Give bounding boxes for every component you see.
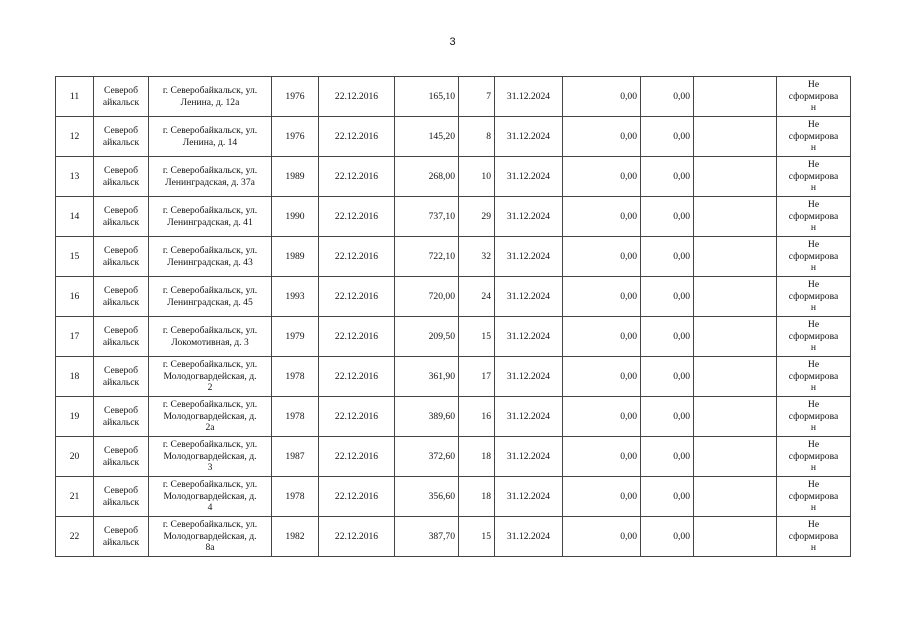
area-cell: 268,00 [395, 157, 459, 197]
city-cell [94, 277, 149, 317]
date-cell: 22.12.2016 [319, 117, 395, 157]
year-cell: 1993 [272, 277, 319, 317]
empty-cell [694, 77, 777, 117]
address-line-3: 2а [205, 422, 215, 434]
table-row [56, 357, 851, 397]
status-line-3: н [810, 502, 817, 514]
status-line-2: сформирова [788, 450, 839, 462]
status-line-1: Не [807, 239, 820, 251]
address-cell [149, 397, 272, 437]
table-row [56, 477, 851, 517]
address-line-2: Молодогвардейская, д. [163, 530, 257, 542]
city-cell [94, 77, 149, 117]
status-cell [777, 317, 851, 357]
city-line-2: айкальск [102, 456, 140, 468]
city-line-1: Североб [104, 484, 138, 496]
address-line-2: Ленина, д. 14 [182, 136, 238, 148]
row-number-cell: 18 [56, 357, 94, 397]
city-line-1: Североб [104, 404, 138, 416]
address-line-3: 8а [205, 542, 215, 554]
count-cell: 8 [459, 117, 495, 157]
city-line-1: Североб [104, 84, 138, 96]
address-line-1: г. Северобайкальск, ул. [162, 204, 258, 216]
address-line-1: г. Северобайкальск, ул. [162, 519, 258, 531]
empty-cell [694, 277, 777, 317]
empty-cell [694, 357, 777, 397]
deadline-cell: 31.12.2024 [495, 317, 563, 357]
date-cell: 22.12.2016 [319, 157, 395, 197]
status-cell [777, 397, 851, 437]
empty-cell [694, 397, 777, 437]
amount-2-cell: 0,00 [641, 117, 694, 157]
date-cell: 22.12.2016 [319, 397, 395, 437]
amount-1-cell: 0,00 [563, 437, 641, 477]
area-cell: 372,60 [395, 437, 459, 477]
city-cell [94, 157, 149, 197]
address-line-1: г. Северобайкальск, ул. [162, 244, 258, 256]
deadline-cell: 31.12.2024 [495, 397, 563, 437]
housing-table [55, 76, 851, 557]
address-line-2: Ленинградская, д. 37а [165, 176, 255, 188]
status-line-2: сформирова [788, 490, 839, 502]
date-cell: 22.12.2016 [319, 197, 395, 237]
deadline-cell: 31.12.2024 [495, 517, 563, 557]
address-cell [149, 437, 272, 477]
city-line-1: Североб [104, 364, 138, 376]
count-cell: 16 [459, 397, 495, 437]
city-line-2: айкальск [102, 296, 140, 308]
count-cell: 7 [459, 77, 495, 117]
address-cell [149, 317, 272, 357]
amount-2-cell: 0,00 [641, 437, 694, 477]
table-row [56, 317, 851, 357]
page-number: 3 [449, 36, 456, 48]
address-line-2: Молодогвардейская, д. [163, 450, 257, 462]
amount-2-cell: 0,00 [641, 277, 694, 317]
area-cell: 389,60 [395, 397, 459, 437]
empty-cell [694, 437, 777, 477]
table-row [56, 237, 851, 277]
status-cell [777, 77, 851, 117]
address-line-2: Ленинградская, д. 43 [167, 256, 253, 268]
address-line-2: Ленинградская, д. 45 [167, 296, 253, 308]
city-cell [94, 397, 149, 437]
amount-2-cell: 0,00 [641, 357, 694, 397]
city-cell [94, 357, 149, 397]
address-line-3: 3 [207, 462, 213, 474]
address-cell [149, 477, 272, 517]
amount-2-cell: 0,00 [641, 157, 694, 197]
year-cell: 1978 [272, 397, 319, 437]
address-line-3: 2 [207, 382, 213, 394]
amount-1-cell: 0,00 [563, 517, 641, 557]
status-cell [777, 157, 851, 197]
city-line-2: айкальск [102, 176, 140, 188]
count-cell: 17 [459, 357, 495, 397]
amount-1-cell: 0,00 [563, 397, 641, 437]
deadline-cell: 31.12.2024 [495, 197, 563, 237]
status-line-1: Не [807, 399, 820, 411]
city-line-2: айкальск [102, 336, 140, 348]
city-cell [94, 117, 149, 157]
status-line-2: сформирова [788, 290, 839, 302]
city-line-1: Североб [104, 244, 138, 256]
amount-1-cell: 0,00 [563, 357, 641, 397]
area-cell: 145,20 [395, 117, 459, 157]
city-line-2: айкальск [102, 376, 140, 388]
city-cell [94, 437, 149, 477]
amount-1-cell: 0,00 [563, 277, 641, 317]
status-line-2: сформирова [788, 530, 839, 542]
address-line-2: Ленина, д. 12а [180, 96, 240, 108]
count-cell: 15 [459, 517, 495, 557]
row-number-cell: 19 [56, 397, 94, 437]
row-number-cell: 15 [56, 237, 94, 277]
area-cell: 722,10 [395, 237, 459, 277]
table-row [56, 397, 851, 437]
deadline-cell: 31.12.2024 [495, 437, 563, 477]
address-cell [149, 197, 272, 237]
count-cell: 24 [459, 277, 495, 317]
address-cell [149, 517, 272, 557]
amount-2-cell: 0,00 [641, 197, 694, 237]
year-cell: 1989 [272, 157, 319, 197]
row-number-cell: 21 [56, 477, 94, 517]
city-cell [94, 517, 149, 557]
amount-2-cell: 0,00 [641, 237, 694, 277]
area-cell: 209,50 [395, 317, 459, 357]
address-cell [149, 357, 272, 397]
date-cell: 22.12.2016 [319, 237, 395, 277]
status-line-3: н [810, 342, 817, 354]
status-line-2: сформирова [788, 250, 839, 262]
table-row [56, 277, 851, 317]
area-cell: 361,90 [395, 357, 459, 397]
address-line-3: 4 [207, 502, 213, 514]
year-cell: 1979 [272, 317, 319, 357]
city-line-2: айкальск [102, 496, 140, 508]
address-cell [149, 237, 272, 277]
status-cell [777, 477, 851, 517]
city-line-2: айкальск [102, 256, 140, 268]
status-line-1: Не [807, 199, 820, 211]
area-cell: 720,00 [395, 277, 459, 317]
row-number-cell: 22 [56, 517, 94, 557]
year-cell: 1978 [272, 357, 319, 397]
status-line-3: н [810, 182, 817, 194]
row-number-cell: 14 [56, 197, 94, 237]
empty-cell [694, 317, 777, 357]
status-line-1: Не [807, 479, 820, 491]
year-cell: 1976 [272, 77, 319, 117]
address-line-2: Молодогвардейская, д. [163, 410, 257, 422]
address-line-1: г. Северобайкальск, ул. [162, 84, 258, 96]
address-cell [149, 157, 272, 197]
table-row [56, 157, 851, 197]
table-row [56, 117, 851, 157]
year-cell: 1978 [272, 477, 319, 517]
count-cell: 15 [459, 317, 495, 357]
status-line-2: сформирова [788, 170, 839, 182]
count-cell: 18 [459, 477, 495, 517]
status-line-1: Не [807, 319, 820, 331]
amount-1-cell: 0,00 [563, 317, 641, 357]
empty-cell [694, 157, 777, 197]
amount-1-cell: 0,00 [563, 477, 641, 517]
date-cell: 22.12.2016 [319, 437, 395, 477]
address-line-2: Молодогвардейская, д. [163, 370, 257, 382]
amount-1-cell: 0,00 [563, 77, 641, 117]
status-line-1: Не [807, 279, 820, 291]
address-line-1: г. Северобайкальск, ул. [162, 324, 258, 336]
deadline-cell: 31.12.2024 [495, 357, 563, 397]
deadline-cell: 31.12.2024 [495, 117, 563, 157]
status-line-3: н [810, 142, 817, 154]
amount-2-cell: 0,00 [641, 77, 694, 117]
date-cell: 22.12.2016 [319, 477, 395, 517]
status-cell [777, 517, 851, 557]
city-cell [94, 477, 149, 517]
table-row [56, 197, 851, 237]
area-cell: 387,70 [395, 517, 459, 557]
deadline-cell: 31.12.2024 [495, 277, 563, 317]
status-line-1: Не [807, 119, 820, 131]
amount-1-cell: 0,00 [563, 157, 641, 197]
amount-2-cell: 0,00 [641, 397, 694, 437]
status-cell [777, 277, 851, 317]
status-cell [777, 117, 851, 157]
amount-2-cell: 0,00 [641, 517, 694, 557]
deadline-cell: 31.12.2024 [495, 237, 563, 277]
address-line-1: г. Северобайкальск, ул. [162, 124, 258, 136]
address-line-2: Локомотивная, д. 3 [171, 336, 249, 348]
empty-cell [694, 477, 777, 517]
year-cell: 1982 [272, 517, 319, 557]
address-line-1: г. Северобайкальск, ул. [162, 479, 258, 491]
status-line-1: Не [807, 439, 820, 451]
amount-2-cell: 0,00 [641, 317, 694, 357]
row-number-cell: 17 [56, 317, 94, 357]
deadline-cell: 31.12.2024 [495, 157, 563, 197]
status-line-2: сформирова [788, 90, 839, 102]
city-line-2: айкальск [102, 136, 140, 148]
count-cell: 32 [459, 237, 495, 277]
city-line-2: айкальск [102, 416, 140, 428]
city-line-1: Североб [104, 204, 138, 216]
status-line-3: н [810, 422, 817, 434]
date-cell: 22.12.2016 [319, 317, 395, 357]
address-line-1: г. Северобайкальск, ул. [162, 359, 258, 371]
status-cell [777, 357, 851, 397]
amount-2-cell: 0,00 [641, 477, 694, 517]
status-line-3: н [810, 302, 817, 314]
status-line-2: сформирова [788, 130, 839, 142]
row-number-cell: 16 [56, 277, 94, 317]
empty-cell [694, 237, 777, 277]
empty-cell [694, 517, 777, 557]
address-line-1: г. Северобайкальск, ул. [162, 164, 258, 176]
status-line-1: Не [807, 159, 820, 171]
count-cell: 29 [459, 197, 495, 237]
status-line-3: н [810, 542, 817, 554]
address-line-2: Молодогвардейская, д. [163, 490, 257, 502]
address-line-1: г. Северобайкальск, ул. [162, 399, 258, 411]
status-cell [777, 197, 851, 237]
date-cell: 22.12.2016 [319, 517, 395, 557]
address-cell [149, 77, 272, 117]
status-line-3: н [810, 382, 817, 394]
table-row [56, 517, 851, 557]
address-line-2: Ленинградская, д. 41 [167, 216, 253, 228]
address-cell [149, 117, 272, 157]
city-line-1: Североб [104, 524, 138, 536]
city-line-1: Североб [104, 324, 138, 336]
table-row [56, 77, 851, 117]
row-number-cell: 11 [56, 77, 94, 117]
status-cell [777, 437, 851, 477]
address-line-1: г. Северобайкальск, ул. [162, 284, 258, 296]
status-line-1: Не [807, 519, 820, 531]
empty-cell [694, 117, 777, 157]
area-cell: 165,10 [395, 77, 459, 117]
city-line-1: Североб [104, 444, 138, 456]
city-line-1: Североб [104, 124, 138, 136]
area-cell: 737,10 [395, 197, 459, 237]
status-line-2: сформирова [788, 370, 839, 382]
address-cell [149, 277, 272, 317]
status-line-2: сформирова [788, 210, 839, 222]
city-line-2: айкальск [102, 96, 140, 108]
status-line-2: сформирова [788, 410, 839, 422]
city-cell [94, 317, 149, 357]
year-cell: 1987 [272, 437, 319, 477]
status-line-2: сформирова [788, 330, 839, 342]
year-cell: 1990 [272, 197, 319, 237]
date-cell: 22.12.2016 [319, 277, 395, 317]
count-cell: 18 [459, 437, 495, 477]
status-line-3: н [810, 462, 817, 474]
year-cell: 1989 [272, 237, 319, 277]
city-cell [94, 237, 149, 277]
status-cell [777, 237, 851, 277]
status-line-3: н [810, 102, 817, 114]
table-row [56, 437, 851, 477]
row-number-cell: 12 [56, 117, 94, 157]
row-number-cell: 13 [56, 157, 94, 197]
year-cell: 1976 [272, 117, 319, 157]
area-cell: 356,60 [395, 477, 459, 517]
city-line-1: Североб [104, 164, 138, 176]
amount-1-cell: 0,00 [563, 117, 641, 157]
city-line-1: Североб [104, 284, 138, 296]
date-cell: 22.12.2016 [319, 77, 395, 117]
empty-cell [694, 197, 777, 237]
city-line-2: айкальск [102, 536, 140, 548]
amount-1-cell: 0,00 [563, 197, 641, 237]
row-number-cell: 20 [56, 437, 94, 477]
deadline-cell: 31.12.2024 [495, 477, 563, 517]
amount-1-cell: 0,00 [563, 237, 641, 277]
count-cell: 10 [459, 157, 495, 197]
deadline-cell: 31.12.2024 [495, 77, 563, 117]
city-cell [94, 197, 149, 237]
city-line-2: айкальск [102, 216, 140, 228]
status-line-1: Не [807, 79, 820, 91]
table-body [56, 77, 851, 557]
date-cell: 22.12.2016 [319, 357, 395, 397]
status-line-3: н [810, 222, 817, 234]
status-line-3: н [810, 262, 817, 274]
status-line-1: Не [807, 359, 820, 371]
address-line-1: г. Северобайкальск, ул. [162, 439, 258, 451]
